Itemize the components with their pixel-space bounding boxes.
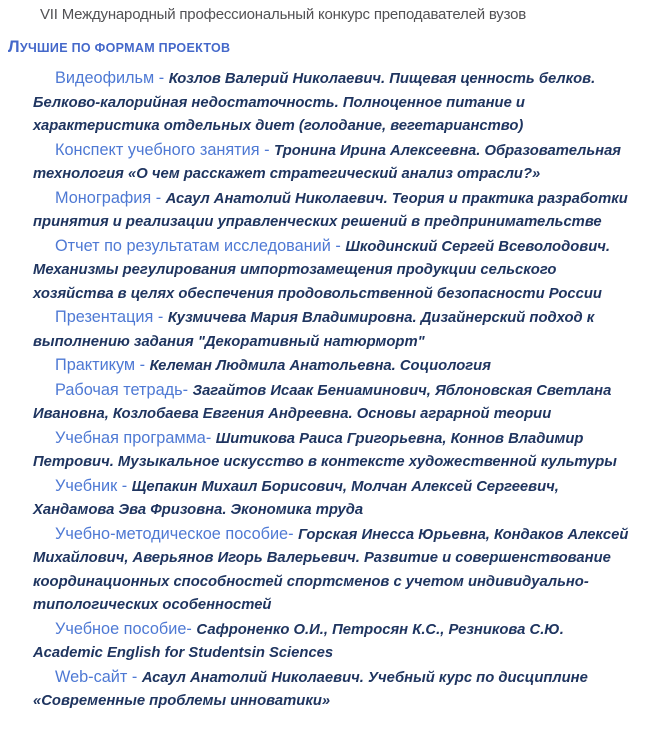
project-item <box>33 618 632 666</box>
project-description: Келеман Людмила Анатольевна. Социология <box>149 358 491 374</box>
project-description: Сафроненко О.И., Петросян К.С., Резникова С.Ю. Academic English for Studentsin Sciences <box>33 621 564 661</box>
project-description: Горская Инесса Юрьевна, Кондаков Алексей Михайлович, Аверьянов Игорь Валерьевич. Развитие и совершенствование координационных способностей спортсменов с учетом индивидуально-типологических особенностей <box>33 526 629 613</box>
project-category: Конспект учебного занятия - <box>55 140 275 159</box>
project-description: Щепакин Михаил Борисович, Молчан Алексей Сергеевич, Хандамова Эва Фризовна. Экономика труда <box>33 478 559 518</box>
project-category: Учебник - <box>55 476 132 495</box>
project-category: Монография - <box>55 188 166 207</box>
project-category: Учебная программа- <box>55 428 216 447</box>
project-item <box>33 187 632 235</box>
project-category: Презентация - <box>55 308 168 326</box>
project-item <box>33 67 632 139</box>
project-category: Рабочая тетрадь- <box>55 380 193 399</box>
project-item <box>33 139 632 187</box>
project-list <box>0 67 666 714</box>
project-item <box>33 354 632 379</box>
project-item <box>33 475 632 523</box>
project-description: Шкодинский Сергей Всеволодович. Механизмы регулирования импортозамещения продукции сельского хозяйства в целях обеспечения продовольственной безопасности России <box>33 238 610 302</box>
section-heading: ЛУЧШИЕ ПО ФОРМАМ ПРОЕКТОВ <box>8 38 231 56</box>
project-description: Асаул Анатолий Николаевич. Учебный курс по дисциплине «Современные проблемы инноватики» <box>33 669 588 709</box>
project-category: Web-сайт - <box>55 667 142 686</box>
project-item <box>33 306 632 354</box>
project-description: Козлов Валерий Николаевич. Пищевая ценность белков. Белково-калорийная недостаточность. Полноценное питание и характеристика отдельных диет (голодание, вегетарианство) <box>33 71 596 134</box>
project-description: Шитикова Раиса Григорьевна, Коннов Владимир Петрович. Музыкальное искусство в контексте художественной культуры <box>33 430 617 470</box>
project-category: Практикум - <box>55 356 150 374</box>
project-category: Учебное пособие- <box>55 619 197 638</box>
project-category: Видеофильм - <box>55 69 169 87</box>
project-item <box>33 427 632 475</box>
project-description: Кузмичева Мария Владимировна. Дизайнерский подход к выполнению задания "Декоративный натюрморт" <box>33 310 595 350</box>
project-description: Асаул Анатолий Николаевич. Теория и практика разработки принятия и реализации управленческих решений в предпринимательстве <box>33 190 628 230</box>
project-description: Тронина Ирина Алексеевна. Образовательная технология «О чем расскажет стратегический анализ отрасли?» <box>33 142 622 182</box>
project-item <box>33 379 632 427</box>
page-title: VII Международный профессиональный конкурс преподавателей вузов <box>40 6 527 23</box>
project-description: Загайтов Исаак Бениаминович, Яблоновская Светлана Ивановна, Козлобаева Евгения Андреевна. Основы аграрной теории <box>33 382 612 422</box>
project-item <box>33 523 632 618</box>
project-category: Отчет по результатам исследований - <box>55 236 346 255</box>
project-category: Учебно-методическое пособие- <box>55 524 299 543</box>
project-item <box>33 666 632 714</box>
project-item <box>33 235 632 307</box>
